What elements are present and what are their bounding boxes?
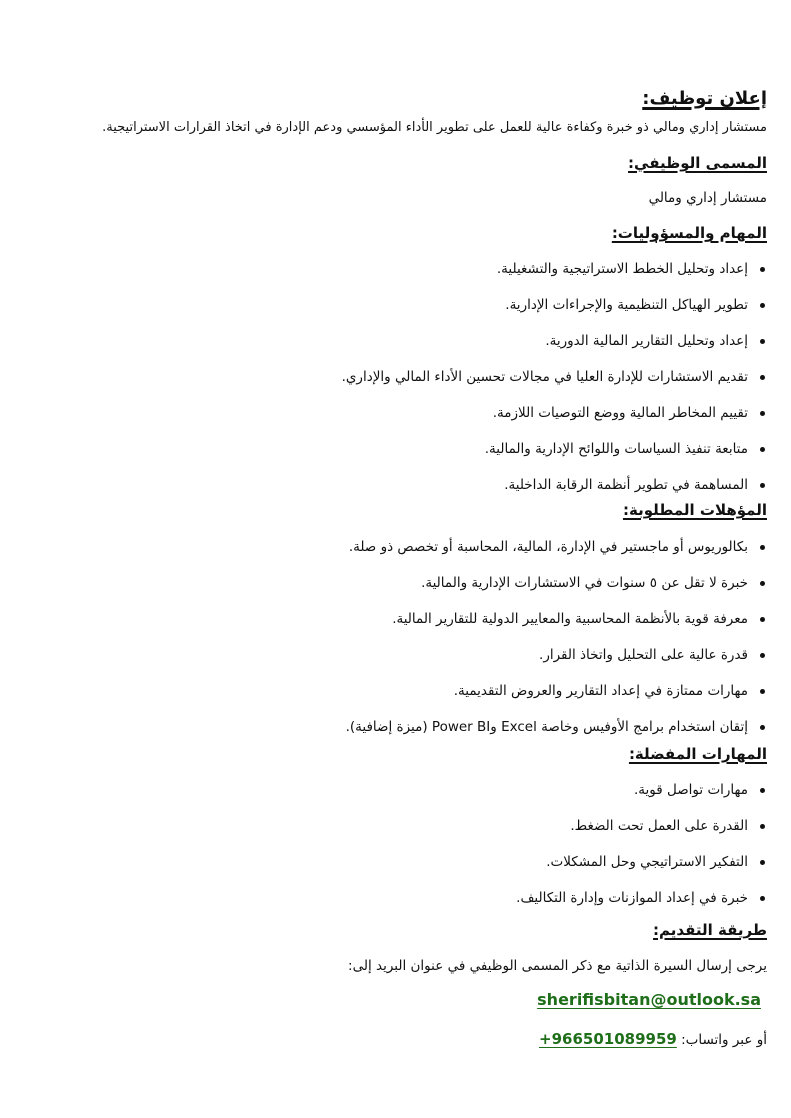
list-item: مهارات تواصل قوية. [6,780,767,816]
announcement-title: إعلان توظيف: [642,88,767,109]
list-item: تقييم المخاطر المالية ووضع التوصيات اللازمة. [6,403,767,439]
list-item: المساهمة في تطوير أنظمة الرقابة الداخلية. [6,475,767,511]
list-item: تقديم الاستشارات للإدارة العليا في مجالات تحسين الأداء المالي والإداري. [6,367,767,403]
job-title-value: مستشار إداري ومالي [648,190,767,206]
list-item: التفكير الاستراتيجي وحل المشكلات. [6,852,767,888]
whatsapp-row [6,1029,767,1050]
list-item: تطوير الهياكل التنظيمية والإجراءات الإدارية. [6,295,767,331]
application-instruction: يرجى إرسال السيرة الذاتية مع ذكر المسمى الوظيفي في عنوان البريد إلى: [348,958,767,974]
email-link[interactable]: sherifisbitan@outlook.sa [537,990,761,1009]
list-item: القدرة على العمل تحت الضغط. [6,816,767,852]
whatsapp-phone-link[interactable]: +966501089959 [539,1030,677,1048]
list-item: خبرة لا تقل عن ٥ سنوات في الاستشارات الإدارية والمالية. [6,573,767,609]
list-item: إعداد وتحليل الخطط الاستراتيجية والتشغيلية. [6,259,767,295]
duties-list [6,259,767,511]
application-heading: طريقة التقديم: [653,921,767,939]
qualifications-heading: المؤهلات المطلوبة: [622,501,767,519]
list-item: معرفة قوية بالأنظمة المحاسبية والمعايير الدولية للتقارير المالية. [6,609,767,645]
whatsapp-label: أو عبر واتساب: [681,1032,767,1048]
preferred-skills-heading: المهارات المفضلة: [628,745,767,763]
announcement-intro: مستشار إداري ومالي ذو خبرة وكفاءة عالية للعمل على تطوير الأداء المؤسسي ودعم الإدارة في اتخاذ القرارات الاستراتيجية. [102,120,767,135]
list-item: إعداد وتحليل التقارير المالية الدورية. [6,331,767,367]
duties-heading: المهام والمسؤوليات: [611,224,767,242]
list-item: خبرة في إعداد الموازنات وإدارة التكاليف. [6,888,767,924]
email-row [6,990,761,1009]
list-item: إتقان استخدام برامج الأوفيس وخاصة Excel وPower BI (ميزة إضافية). [6,717,767,753]
job-title-heading: المسمى الوظيفي: [628,154,767,172]
list-item: متابعة تنفيذ السياسات واللوائح الإدارية والمالية. [6,439,767,475]
qualifications-list [6,537,767,753]
preferred-skills-list [6,780,767,924]
list-item: بكالوريوس أو ماجستير في الإدارة، المالية، المحاسبة أو تخصص ذو صلة. [6,537,767,573]
list-item: قدرة عالية على التحليل واتخاذ القرار. [6,645,767,681]
list-item: مهارات ممتازة في إعداد التقارير والعروض التقديمية. [6,681,767,717]
